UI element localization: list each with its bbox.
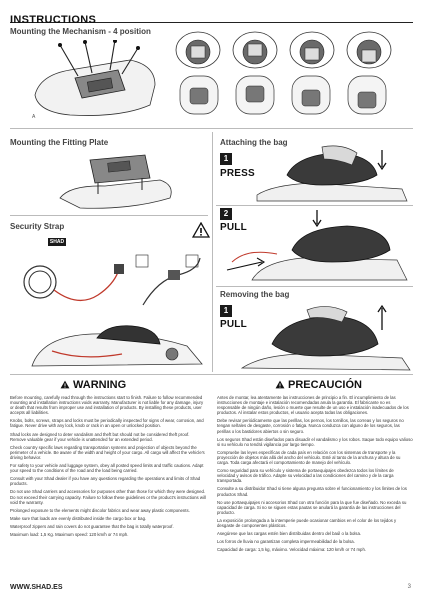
strap-buckle <box>114 264 124 274</box>
precaucion-heading <box>275 379 362 391</box>
warning-paragraph: Shad locks are designed to deter vandalism and theft but should not be considered theft proof. Remove valuable gear if your vehicle is unattended for an extended period. <box>10 431 190 442</box>
section-heading-fitting-plate: Mounting the Fitting Plate <box>10 138 109 147</box>
section-divider-bottom <box>10 374 413 375</box>
warning-heading-icon <box>60 380 70 389</box>
precaucion-paragraph: Asegúrese que las cargas estén bien distribuidas dentro del baúl o la bolsa. <box>217 531 362 537</box>
position-circle-4 <box>347 32 391 68</box>
attach-press-illustration <box>252 145 412 203</box>
attach-step-1-label: PRESS <box>220 168 255 179</box>
warning-heading-text: WARNING <box>73 379 127 391</box>
shad-logo-small <box>48 238 66 246</box>
motorcycle-strap-illustration <box>12 316 210 372</box>
mechanism-figure-marker: A <box>32 114 36 120</box>
precaucion-paragraph: Los forros de lluvia no garantizan completa impermeabilidad de la bolsa. <box>217 539 355 545</box>
section-heading-attaching: Attaching the bag <box>220 138 288 147</box>
precaucion-heading-text: PRECAUCIÓN <box>288 379 362 391</box>
title-bar <box>10 10 413 26</box>
remove-step-1-badge: 1 <box>220 305 232 317</box>
warning-triangle-icon <box>192 222 210 238</box>
precaucion-paragraph: Debe revisar periódicamente que las perillas, los pernos, los tornillos, las correas y los seguros no tengan señales de desgaste, corrosión o fatiga. Nunca conduzca con alguno de los seguros, las perillas o los bastidores abiertos o sin seguro. <box>217 418 404 434</box>
precaucion-paragraph: Los seguros Shad están diseñados para disuadir el vandalismo y los robos. Saque todo equipo valioso si su vehículo no tendrá vigilancia por largo tiempo. <box>217 436 413 447</box>
position-circle-3 <box>290 32 334 68</box>
warning-paragraph: Knobs, bolts, screws, straps and locks must be periodically inspected for signs of wear, corrosion, and fatigue. Never drive with any lock, knob or rack in an open or unlocked position. <box>10 418 204 429</box>
shad-logo-text: SHAD <box>49 239 65 245</box>
attach-step-2-badge: 2 <box>220 208 232 220</box>
position-circle-2 <box>233 32 277 68</box>
warning-paragraph: Before mounting, carefully read through the instructions start to finish. Failure to follow recommended mounting and installation instructions voids warranty. Manufacturer is not liable for any damage, injury or death that results from improper use and installation of products. By installing these products, user accepts all liabilities. <box>10 395 204 416</box>
attach-step-divider <box>216 205 413 206</box>
section-heading-removing: Removing the bag <box>220 290 290 299</box>
precaucion-paragraph: Antes de montar, lea atentamente las instrucciones de principio a fin. El incumplimiento de las instrucciones de montaje e instalación recomendadas anula la garantía. El fabricante no es responsable de ningún daño, lesión o muerte que resulte de un uso e instalación inadecuados de los productos. Al instalar estos productos, el usuario acepta todas las obligaciones. <box>217 395 409 416</box>
section-divider-left <box>10 215 208 216</box>
remove-step-1-label: PULL <box>220 319 247 330</box>
position-tank-row <box>180 76 386 114</box>
warning-paragraph: Maximum load: 1,5 Kg. Maximum speed: 120 km/h or 74 mph. <box>10 531 129 537</box>
warning-paragraph: Make sure that loads are evenly distributed inside the cargo box or bag. <box>10 515 147 521</box>
warning-text-column <box>10 395 206 540</box>
remove-pull-illustration <box>232 300 414 372</box>
precaucion-paragraph: La exposición prolongada a la intemperie puede ocasionar cambios en el color de los tejidos y desgaste de componentes plásticos. <box>217 517 397 528</box>
section-divider-top <box>10 128 413 129</box>
precaucion-paragraph: Compruebe las leyes específicas de cada país en relación con los sistemas de transporte y la proyección de objetos más allá del ancho del vehículo. Esté al tanto de la anchura y altura de su carga. Toda carga afectará el comportamiento de manejo del vehículo. <box>217 449 401 466</box>
warning-paragraph: Prolonged exposure to the elements might discolor fabrics and wear away plastic components. <box>10 507 190 513</box>
precaucion-paragraph: No use portaequipajes ni accesorios Shad con otra función para la que fue diseñado. No exceda su capacidad de carga. Si no se siguen estas pautas se anulará la garantía de las instrucciones del producto. <box>217 499 407 515</box>
attach-pull-illustration <box>222 210 414 284</box>
warning-paragraph: For safety to your vehicle and luggage system, obey all posted speed limits and traffic cautions. Adapt your speed to the conditions of the road and the load being carried. <box>10 463 204 474</box>
warning-paragraph: Waterproof zippers and rain covers do not guarantee that the bag is totally waterproof. <box>10 523 174 529</box>
precaucion-paragraph: Como seguridad para su vehículo y sistema de portaequipajes obedezca todos los límites de velocidad y avisos de tráfico. Adapte su velocidad a las condiciones del camino y de la carga transportada. <box>217 468 394 484</box>
section-divider-right <box>216 286 413 287</box>
precaucion-paragraph: Consulte a su distribuidor Shad si tiene alguna pregunta sobre el funcionamiento y los límites de los productos Shad. <box>217 486 407 497</box>
mechanism-illustration <box>30 40 160 120</box>
page-title: INSTRUCTIONS <box>10 14 97 26</box>
precaucion-heading-icon <box>275 380 285 389</box>
page-number: 3 <box>407 584 411 590</box>
column-divider <box>212 132 213 372</box>
warning-paragraph: Consult with your Shad dealer if you have any questions regarding the operations and limits of Shad products. <box>10 476 201 487</box>
warning-paragraph: Check country specific laws regarding transportation systems and projection of objects beyond the perimeter of a vehicle. Be aware of the width and height of your cargo. All cargo will affect the vehicle's driving behavior. <box>10 444 205 460</box>
strap-cable <box>54 272 118 300</box>
section-heading-mechanism: Mounting the Mechanism - 4 position <box>10 27 151 36</box>
position-circle-1 <box>176 32 220 68</box>
precaucion-paragraph: Capacidad de carga: 1,5 kg, máximo. Velocidad máxima: 120 km/h or 74 mph. <box>217 547 367 553</box>
footer-url[interactable]: WWW.SHAD.ES <box>10 584 63 591</box>
mechanism-positions-illustration <box>170 30 418 118</box>
warning-heading <box>60 379 126 391</box>
fitting-plate-illustration <box>50 150 180 210</box>
precaucion-text-column <box>217 395 413 555</box>
section-heading-security-strap: Security Strap <box>10 222 65 231</box>
attach-step-2-label: PULL <box>220 222 247 233</box>
warning-paragraph: Do not use Shad carriers and accessories for purposes other than those for which they were designed. Do not exceed their carrying capacity. Failure to follow these guidelines or the product's instructions will void the warranty. <box>10 489 206 505</box>
attach-step-1-badge: 1 <box>220 153 232 165</box>
security-strap-illustration <box>18 250 208 314</box>
